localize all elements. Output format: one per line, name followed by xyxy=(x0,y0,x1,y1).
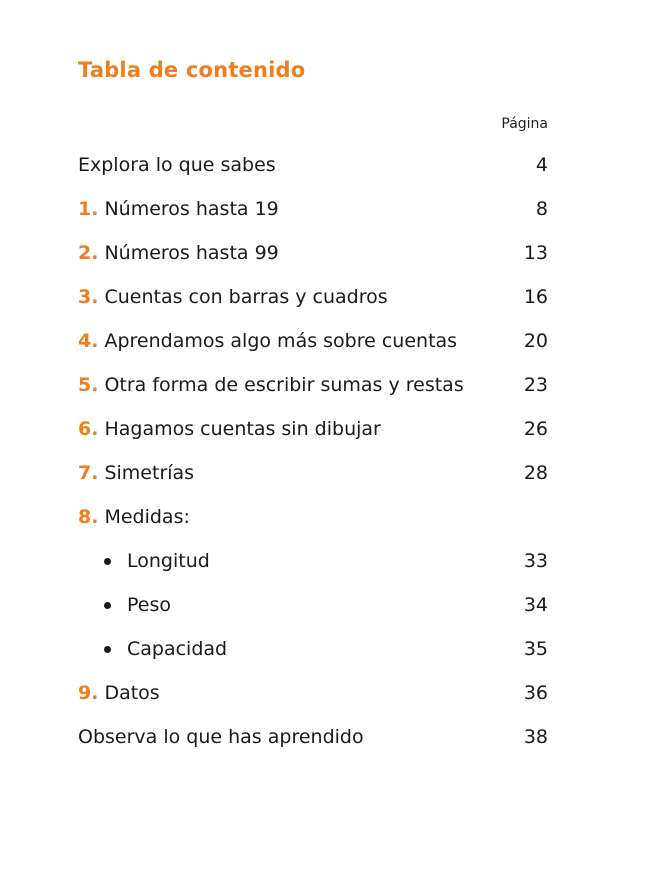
chapter-number: 3. xyxy=(78,286,99,308)
toc-entry-page: 38 xyxy=(523,726,548,748)
toc-entry-label: Aprendamos algo más sobre cuentas xyxy=(104,330,458,352)
toc-entry-page: 16 xyxy=(523,286,548,308)
toc-entry-chapter-4[interactable] xyxy=(78,327,548,355)
page-column-header: Página xyxy=(501,116,548,132)
toc-entry-page: 23 xyxy=(523,374,548,396)
toc-entry-label: Números hasta 99 xyxy=(104,242,279,264)
toc-entry-label: Números hasta 19 xyxy=(104,198,279,220)
chapter-number: 1. xyxy=(78,198,99,220)
toc-subentry-capacidad[interactable] xyxy=(102,635,548,663)
toc-entry-label: Simetrías xyxy=(104,462,195,484)
toc-entry-chapter-7[interactable] xyxy=(78,459,548,487)
toc-entry-observa[interactable] xyxy=(78,723,548,751)
toc-entry-label: Hagamos cuentas sin dibujar xyxy=(104,418,381,440)
chapter-number: 8. xyxy=(78,506,99,528)
bullet-icon xyxy=(104,602,111,609)
toc-entry-chapter-9[interactable] xyxy=(78,679,548,707)
toc-entry-page: 35 xyxy=(523,638,548,660)
toc-entry-chapter-8[interactable] xyxy=(78,503,548,531)
toc-title: Tabla de contenido xyxy=(78,58,306,82)
chapter-number: 4. xyxy=(78,330,99,352)
toc-entry-chapter-6[interactable] xyxy=(78,415,548,443)
toc-entry-label: Datos xyxy=(104,682,160,704)
toc-entry-label: Medidas: xyxy=(104,506,190,528)
toc-entry-label: Longitud xyxy=(127,550,210,572)
toc-entry-label: Explora lo que sabes xyxy=(78,154,276,176)
toc-entry-page: 28 xyxy=(523,462,548,484)
toc-entry-page: 4 xyxy=(535,154,548,176)
toc-entry-page: 20 xyxy=(523,330,548,352)
toc-entry-page: 13 xyxy=(523,242,548,264)
chapter-number: 5. xyxy=(78,374,99,396)
toc-entry-chapter-2[interactable] xyxy=(78,239,548,267)
toc-entry-chapter-3[interactable] xyxy=(78,283,548,311)
toc-entry-label: Peso xyxy=(127,594,171,616)
toc-subentry-peso[interactable] xyxy=(102,591,548,619)
toc-entry-label: Capacidad xyxy=(127,638,228,660)
toc-entry-page: 26 xyxy=(523,418,548,440)
toc-entry-label: Cuentas con barras y cuadros xyxy=(104,286,388,308)
bullet-icon xyxy=(104,646,111,653)
chapter-number: 6. xyxy=(78,418,99,440)
chapter-number: 7. xyxy=(78,462,99,484)
toc-entry-page: 34 xyxy=(523,594,548,616)
toc-entry-chapter-1[interactable] xyxy=(78,195,548,223)
toc-entry-page: 33 xyxy=(523,550,548,572)
toc-subentry-longitud[interactable] xyxy=(102,547,548,575)
toc-entry-page: 8 xyxy=(535,198,548,220)
toc-entry-chapter-5[interactable] xyxy=(78,371,548,399)
toc-entry-explora[interactable] xyxy=(78,151,548,179)
chapter-number: 9. xyxy=(78,682,99,704)
toc-entry-label: Observa lo que has aprendido xyxy=(78,726,364,748)
toc-entry-page: 36 xyxy=(523,682,548,704)
bullet-icon xyxy=(104,558,111,565)
toc-entry-label: Otra forma de escribir sumas y restas xyxy=(104,374,464,396)
chapter-number: 2. xyxy=(78,242,99,264)
